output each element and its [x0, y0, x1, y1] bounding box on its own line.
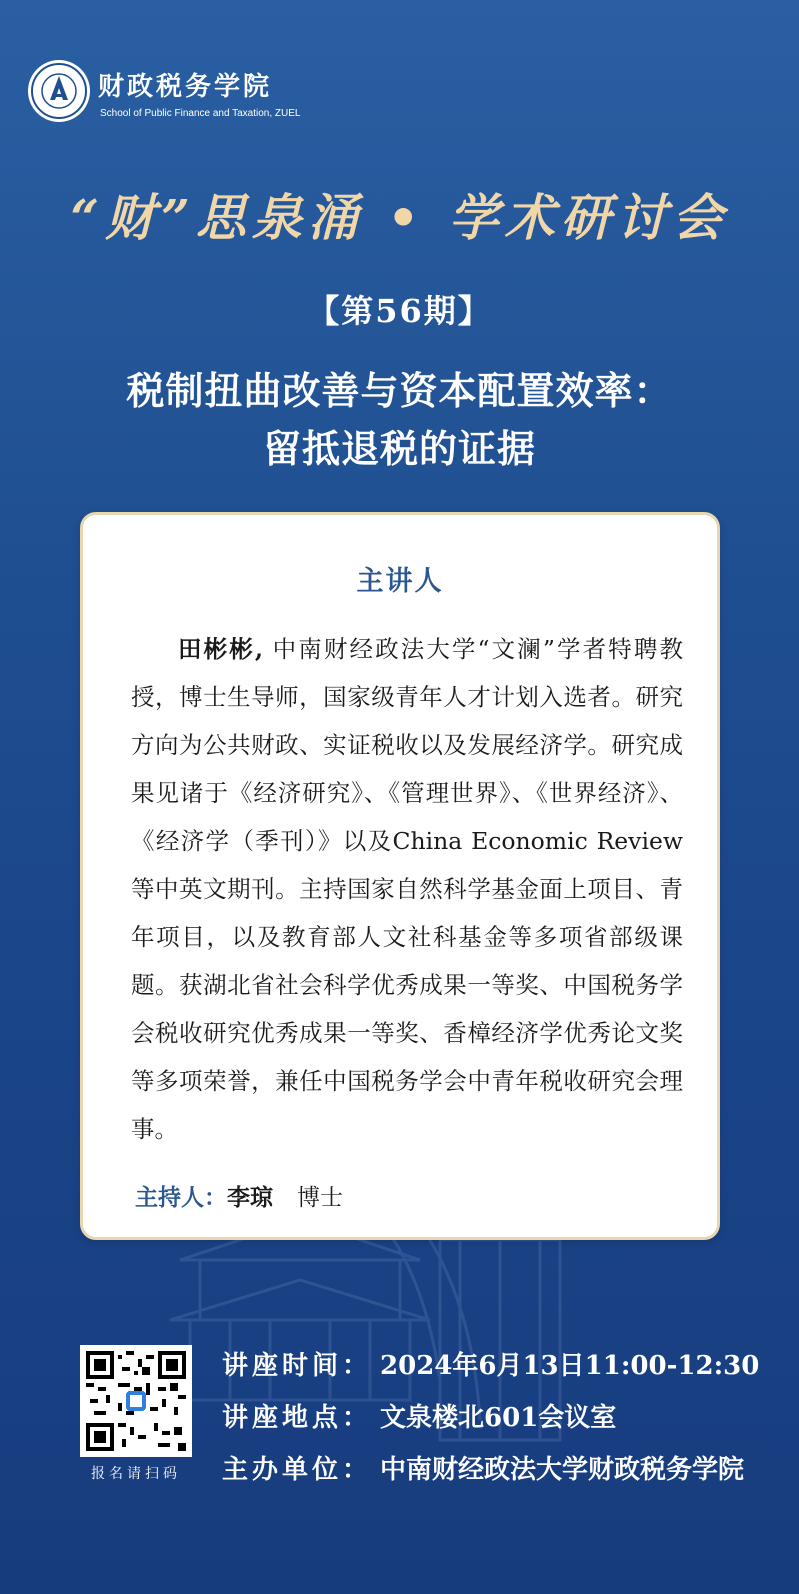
info-location-value: 文泉楼北601会议室: [380, 1403, 617, 1433]
issue-number: 【第56期】: [307, 292, 492, 330]
talk-title: [0, 362, 799, 478]
speaker-name: 田彬彬,: [178, 635, 264, 663]
info-time-value: 2024年6月13日11:00-12:30: [380, 1351, 760, 1381]
school-name-chinese: 财政税务学院: [98, 72, 273, 102]
info-organizer-value: 中南财经政法大学财政税务学院: [380, 1455, 745, 1485]
info-location: [222, 1392, 759, 1444]
host-name: 李琼: [227, 1184, 273, 1211]
host-label: 主持人：: [135, 1184, 227, 1211]
qr-caption: 报名请扫码: [91, 1466, 181, 1482]
host-title: 博士: [297, 1185, 343, 1211]
school-header: [26, 52, 326, 132]
speaker-heading: 主讲人: [356, 566, 444, 597]
event-info: [222, 1340, 759, 1496]
info-time: [222, 1340, 759, 1392]
info-organizer-label: 主办单位：: [222, 1455, 373, 1485]
host-line: [135, 1179, 343, 1212]
series-title: “财”思泉涌 • 学术研讨会: [70, 188, 729, 247]
registration-qr-code[interactable]: [80, 1345, 192, 1457]
speaker-bio-text: 中南财经政法大学“文澜”学者特聘教授，博士生导师，国家级青年人才计划入选者。研究方向为公共财政、实证税收以及发展经济学。研究成果见诸于《经济研究》、《管理世界》、《世界经济》、《经济学（季刊）》以及China Economic Review等中英文期刊。主持国家自然科学基金面上项目、青年项目，以及教育部人文社科基金等多项省部级课题。获湖北省社会科学优秀成果一等奖、中国税务学会税收研究优秀成果一等奖、香樟经济学优秀论文奖等多项荣誉，兼任中国税务学会中青年税收研究会理事。: [131, 635, 683, 1143]
talk-title-line1: 税制扭曲改善与资本配置效率：: [126, 368, 673, 413]
qr-code-icon: [86, 1351, 186, 1451]
info-location-label: 讲座地点：: [222, 1403, 373, 1433]
speaker-card: [80, 512, 720, 1240]
info-time-label: 讲座时间：: [222, 1351, 373, 1381]
speaker-bio: [131, 625, 683, 1153]
talk-title-line2: 留抵退税的证据: [262, 426, 536, 471]
university-seal-icon: [26, 58, 92, 124]
school-name-english: School of Public Finance and Taxation, ZUEL: [100, 108, 301, 119]
info-organizer: [222, 1444, 759, 1496]
